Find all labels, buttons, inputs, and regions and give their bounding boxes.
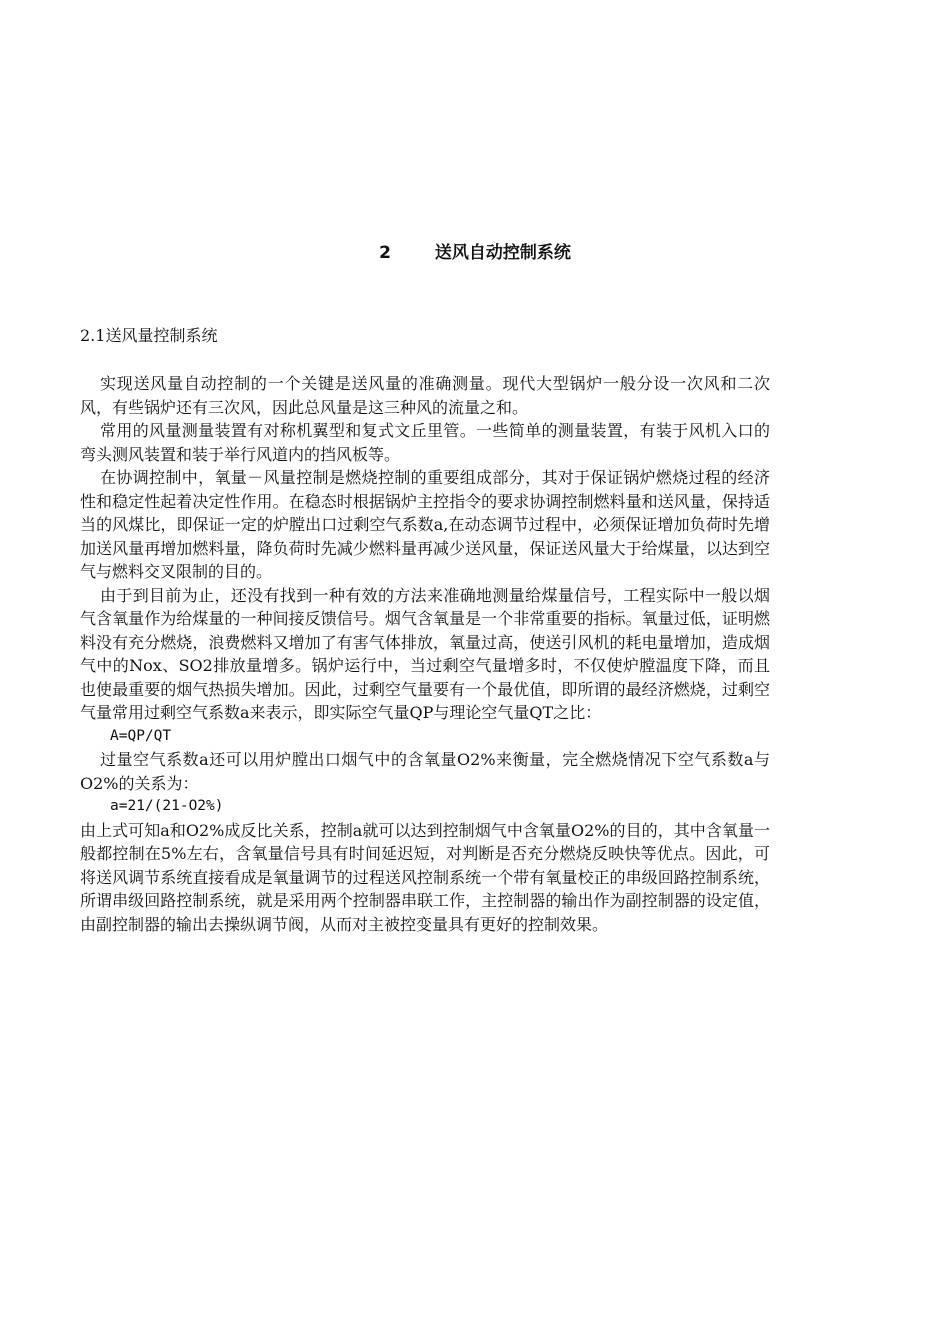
formula-excess-air-ratio: A=QP/QT [110,727,172,744]
paragraph-3: 在协调控制中，氧量－风量控制是燃烧控制的重要组成部分，其对于保证锅炉燃烧过程的经济性和稳定性起着决定性作用。在稳态时根据锅炉主控指令的要求协调控制燃料量和送风量，保持适当的风煤比，即保证一定的炉膛出口过剩空气系数a,在动态调节过程中，必须保证增加负荷时先增加送风量再增加燃料量，降负荷时先减少燃料量再减少送风量，保证送风量大于给煤量，以达到空气与燃料交叉限制的目的。 [80,468,770,581]
body-text [80,372,770,936]
paragraph-6: 由上式可知a和O2%成反比关系，控制a就可以达到控制烟气中含氧量O2%的目的，其中含氧量一般都控制在5%左右，含氧量信号具有时间延迟短，对判断是否充分燃烧反映快等优点。因此，可将送风调节系统直接看成是氧量调节的过程送风控制系统一个带有氧量校正的串级回路控制系统，所谓串级回路控制系统，就是采用两个控制器串联工作，主控制器的输出作为副控制器的设定值，由副控制器的输出去操纵调节阀，从而对主被控变量具有更好的控制效果。 [80,820,770,934]
chapter-heading [0,240,950,266]
paragraph-1: 实现送风量自动控制的一个关键是送风量的准确测量。现代大型锅炉一般分设一次风和二次风，有些锅炉还有三次风，因此总风量是这三种风的流量之和。 [80,374,770,417]
section-heading: 2.1送风量控制系统 [80,326,218,345]
paragraph-4: 由于到目前为止，还没有找到一种有效的方法来准确地测量给煤量信号，工程实际中一般以烟气含氧量作为给煤量的一种间接反馈信号。烟气含氧量是一个非常重要的指标。氧量过低，证明燃料没有充分燃烧，浪费燃料又增加了有害气体排放，氧量过高，使送引风机的耗电量增加，造成烟气中的Nox、SO2排放量增多。锅炉运行中，当过剩空气量增多时，不仅使炉膛温度下降，而且也使最重要的烟气热损失增加。因此，过剩空气量要有一个最优值，即所谓的最经济燃烧，过剩空气量常用过剩空气系数a来表示，即实际空气量QP与理论空气量QT之比： [80,585,770,722]
formula-oxygen-relation: a=21/(21-O2%) [110,798,224,814]
chapter-title: 送风自动控制系统 [434,243,571,263]
chapter-number: 2 [379,243,391,263]
paragraph-2: 常用的风量测量装置有对称机翼型和复式文丘里管。一些简单的测量装置，有装于风机入口的弯头测风装置和装于举行风道内的挡风板等。 [80,421,770,464]
paragraph-5: 过量空气系数a还可以用炉膛出口烟气中的含氧量O2%来衡量，完全燃烧情况下空气系数a与O2%的关系为： [80,750,770,793]
